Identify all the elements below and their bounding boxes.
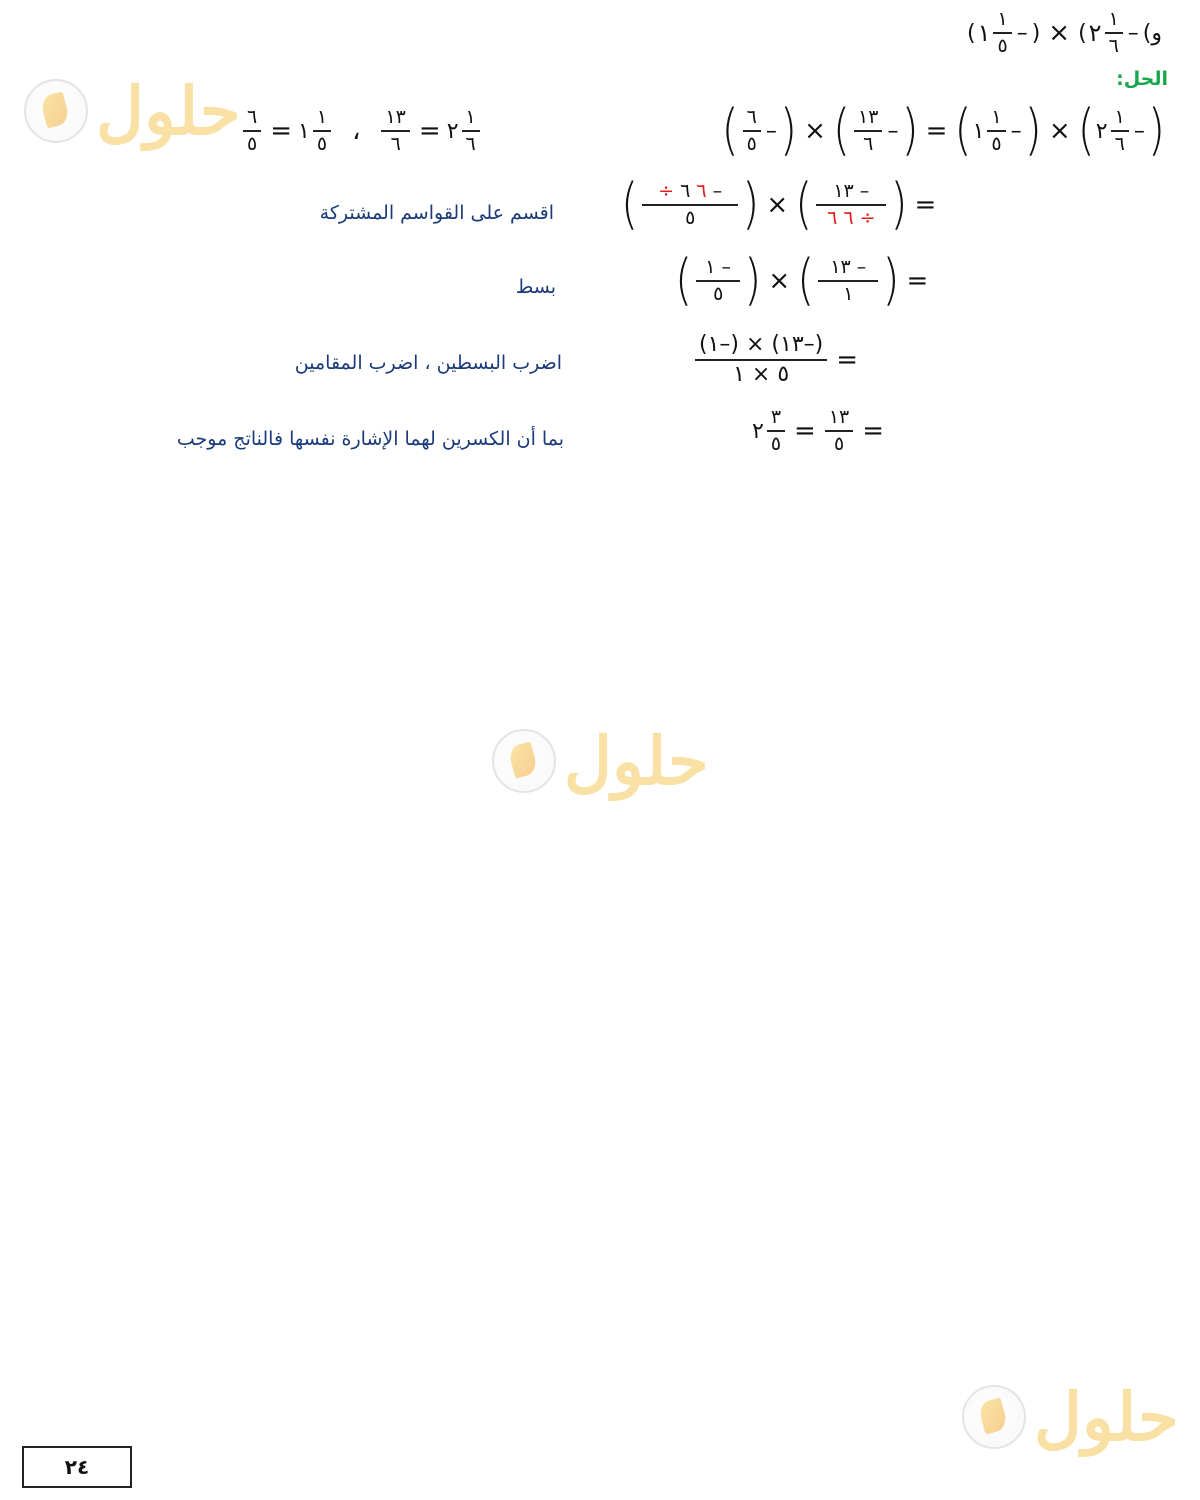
neg-sign: – <box>1016 20 1028 46</box>
step3-f1-den: ١ <box>843 283 854 305</box>
conv-b-num: ١ <box>316 106 328 128</box>
watermark-logo-top <box>24 72 241 150</box>
conversion-line: $\frac{٦}{٥}$ = ١ $\frac{١}{٥}$ ، $\frac{١٣}{٦}$ = ٢ $\frac{١}{٦}$ <box>240 108 483 154</box>
step3-f2-num: ١ – <box>705 256 732 278</box>
step1-r1-fraction <box>854 108 882 154</box>
step1-l2-den: ٦ <box>1114 133 1125 155</box>
step1-l2-fraction <box>1111 108 1129 154</box>
step4-note: اضرب البسطين ، اضرب المقامين <box>294 352 562 374</box>
problem-left-num: ١ <box>997 8 1008 30</box>
step2-f1-sign: – <box>859 180 870 202</box>
step4-equation: $\frac{(١-) \times (١٣-)}{٥ \times ١}$ = <box>692 334 864 386</box>
step2-f2-sign: – <box>712 180 723 202</box>
step2-f1-num <box>829 182 873 204</box>
step5-mixed-whole: ٢ <box>752 418 764 444</box>
step4-den: ٥ × ١ <box>733 362 790 387</box>
conv-a-num: ١ <box>465 106 476 128</box>
conv-b-res-num: ٦ <box>247 106 258 128</box>
problem-right-num: ١ <box>1108 8 1119 30</box>
step5-mixed-fraction <box>767 408 785 454</box>
step2-f1-den <box>823 206 879 228</box>
step2-f1-divisor: ٦ ÷ <box>827 207 876 229</box>
watermark-logo-bottom <box>962 1378 1179 1456</box>
step1-r2-fraction <box>743 108 761 154</box>
conv-b-whole: ١ <box>298 118 310 144</box>
conv-a-res-num: ١٣ <box>385 106 406 128</box>
conv-b-res-den: ٥ <box>247 133 258 155</box>
step5-equation: ٢ $\frac{٣}{٥}$ = $\frac{١٣}{٥}$ = <box>752 406 885 455</box>
step3-equation: ( $\frac{١ -}{٥}$ ) × ( $\frac{١٣ -}{١}$ ) = <box>675 248 929 313</box>
conv-b-result <box>243 108 261 154</box>
step1-r2-den: ٥ <box>746 133 757 155</box>
step5-frac-num: ١٣ <box>828 406 850 428</box>
watermark-book-icon <box>492 729 556 793</box>
neg-sign: – <box>1127 20 1139 46</box>
step2-f1-fraction <box>816 182 886 228</box>
step2-f2-fraction <box>642 182 738 228</box>
problem-left-fraction <box>993 10 1011 56</box>
step2-f2-num <box>654 182 726 204</box>
separator: ، <box>352 116 361 146</box>
step3-note: بسط <box>515 276 556 298</box>
conv-a-res-den: ٦ <box>390 133 401 155</box>
step5-frac-den: ٥ <box>833 433 845 455</box>
step2-f1-num-value: ١٣ <box>833 180 854 202</box>
step1-r1-num: ١٣ <box>858 106 879 128</box>
problem-right-den: ٦ <box>1108 35 1119 57</box>
step1-r1-den: ٦ <box>863 133 874 155</box>
step3-f2-den: ٥ <box>713 283 724 305</box>
step1-l2-num: ١ <box>1114 106 1125 128</box>
problem-left-den: ٥ <box>997 35 1008 57</box>
step1-l2-whole: ٢ <box>1095 118 1108 144</box>
step2-equation: ( $\frac{\div ٦ ٦ -}{٥}$ ) × ( $\frac{١٣ -}{٦ ٦ \div}$ ) = <box>621 172 937 237</box>
step5-mixed-den: ٥ <box>770 433 782 455</box>
watermark-text: حلول <box>1034 1378 1179 1456</box>
step1-l1-whole: ١ <box>972 118 985 144</box>
step2-f2-den: ٥ <box>685 207 696 229</box>
watermark-book-icon <box>24 79 88 143</box>
step4-num: (١–) × (١٣–) <box>699 332 824 357</box>
conv-a-whole: ٢ <box>446 118 459 144</box>
conv-a-fraction <box>462 108 480 154</box>
step5-mixed-num: ٣ <box>770 406 782 428</box>
problem-label: و) <box>1142 20 1162 46</box>
conv-b-den: ٥ <box>316 133 328 155</box>
step1-l1-fraction <box>987 108 1005 154</box>
conv-a-den: ٦ <box>465 133 476 155</box>
problem-statement: ( ١ $\frac{١}{٥}$ – ) × ( ٢ $\frac{١}{٦}$ – و) <box>966 8 1162 57</box>
conv-a-result <box>381 108 409 154</box>
step3-f1-num: ١٣ – <box>830 256 867 278</box>
step1-l1-den: ٥ <box>991 133 1002 155</box>
conv-b-fraction <box>313 108 331 154</box>
step5-fraction <box>825 408 853 454</box>
solution-label: الحل: <box>1116 68 1168 90</box>
step1-r2-num: ٦ <box>746 106 757 128</box>
step1-l1-num: ١ <box>991 106 1002 128</box>
step4-fraction <box>695 334 827 386</box>
step2-f1-den-value: ٦ <box>843 207 854 229</box>
step2-f2-num-value: ٦ <box>680 180 691 202</box>
watermark-text: حلول <box>564 722 709 800</box>
watermark-book-icon <box>962 1385 1026 1449</box>
step3-f1-fraction <box>818 258 878 304</box>
watermark-text: حلول <box>96 72 241 150</box>
times-sign: × <box>1048 18 1071 48</box>
step1-equation: ( $\frac{٦}{٥}$ – ) × ( $\frac{١٣}{٦}$ – ) = ( ١ $\frac{١}{٥}$ – ) × ( ٢ $\frac{١}{٦}$ – ) <box>721 98 1165 163</box>
step5-note: بما أن الكسرين لهما الإشارة نفسها فالناتج موجب <box>176 428 564 450</box>
step2-f2-divisor: ÷ ٦ <box>658 180 707 202</box>
problem-right-whole: ٢ <box>1088 19 1102 47</box>
problem-left-whole: ١ <box>977 19 991 47</box>
problem-right-fraction <box>1105 10 1123 56</box>
step2-note: اقسم على القواسم المشتركة <box>319 202 554 224</box>
watermark-logo-center <box>492 722 709 800</box>
page-number: ٢٤ <box>22 1446 132 1488</box>
step3-f2-fraction <box>696 258 740 304</box>
